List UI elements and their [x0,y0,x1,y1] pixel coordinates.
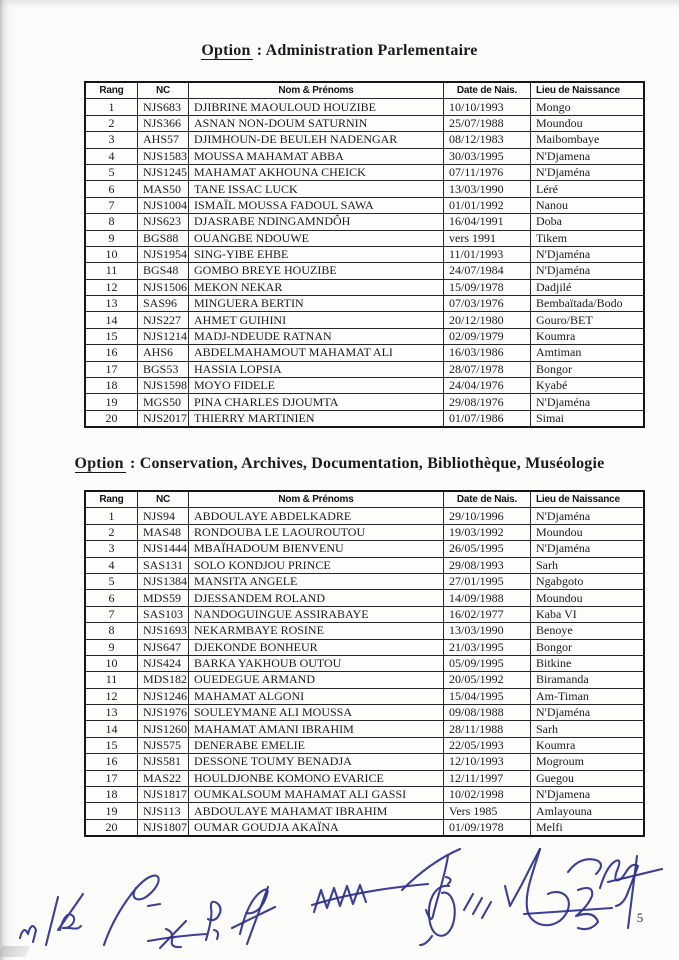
table-cell: OUEDEGUE ARMAND [189,672,444,688]
table-row [85,541,644,557]
table-cell: MDS182 [138,672,189,688]
signature-stroke [58,894,83,930]
table-cell: 2 [85,524,138,540]
table-row [85,573,644,589]
table-cell: Bongor [531,361,645,377]
table-cell: MDS59 [138,590,189,606]
table-cell: 20 [85,410,138,427]
table-cell: Moundou [531,524,645,540]
signature-stroke [20,926,36,942]
table-cell: NJS575 [138,737,189,753]
table-cell: NJS1807 [138,819,189,836]
table-cell: 1 [85,99,138,115]
table-cell: Sarh [531,557,645,573]
table-cell: 14/09/1988 [444,590,531,606]
table-cell: DJESSANDEM ROLAND [189,590,444,606]
table-cell: 6 [85,590,138,606]
table-cell: Amtiman [531,345,645,361]
option-title-text: : Administration Parlementaire [252,42,478,59]
column-header: Date de Nais. [444,491,531,508]
table-cell: 20/12/1980 [444,312,531,328]
table-cell: NJS581 [138,754,189,770]
table-row [85,672,644,688]
table-row [85,361,644,377]
table-cell: Melfi [531,819,645,836]
signature-stroke [148,934,206,941]
table-cell: 01/09/1978 [444,819,531,836]
table-row [85,148,644,164]
table-cell: NJS366 [138,115,189,131]
table-cell: 17 [85,770,138,786]
table-cell: 11 [85,263,138,279]
table-row [85,197,644,213]
table-cell: DJIBRINE MAOULOUD HOUZIBE [189,99,444,115]
table-cell: vers 1991 [444,230,531,246]
table-cell: Dadjilé [531,279,645,295]
table-cell: Biramanda [531,672,645,688]
table-cell: NJS1384 [138,573,189,589]
table-cell: ASNAN NON-DOUM SATURNIN [189,115,444,131]
table-cell: 3 [85,132,138,148]
table-cell: 15/09/1978 [444,279,531,295]
section-title-conservation [0,455,679,473]
table-cell: MOYO FIDELE [189,378,444,394]
table-row [85,410,644,427]
table-cell: PINA CHARLES DJOUMTA [189,394,444,410]
signature-stroke [314,885,366,912]
table-cell: BARKA YAKHOUB OUTOU [189,655,444,671]
table-cell: 16 [85,345,138,361]
table-cell: 22/05/1993 [444,737,531,753]
table-cell: DESSONE TOUMY BENADJA [189,754,444,770]
table-row [85,557,644,573]
table-cell: 4 [85,148,138,164]
table-row [85,705,644,721]
table-cell: BGS88 [138,230,189,246]
table-cell: NJS1693 [138,623,189,639]
table-cell: Maibombaye [531,132,645,148]
table-row [85,230,644,246]
table-cell: 25/07/1988 [444,115,531,131]
signature-stroke [464,894,491,918]
table-cell: 09/08/1988 [444,705,531,721]
table-cell: ABDOULAYE ABDELKADRE [189,508,444,524]
table-cell: MAS50 [138,181,189,197]
table-row [85,394,644,410]
table-cell: Vers 1985 [444,803,531,819]
table-cell: SAS131 [138,557,189,573]
table-cell: 20 [85,819,138,836]
table-cell: Sarh [531,721,645,737]
table-cell: MAHAMAT AMANI IBRAHIM [189,721,444,737]
table-row [85,787,644,803]
table-cell: THIERRY MARTINIEN [189,410,444,427]
table-cell: HASSIA LOPSIA [189,361,444,377]
table-cell: N'Djaména [531,508,645,524]
table-cell: Léré [531,181,645,197]
table-cell: MAS22 [138,770,189,786]
table-cell: DJEKONDE BONHEUR [189,639,444,655]
table-cell: Moundou [531,590,645,606]
table-cell: NJS2017 [138,410,189,427]
table-cell: 5 [85,164,138,180]
table-cell: NJS227 [138,312,189,328]
table-cell: 10/02/1998 [444,787,531,803]
table-header-row [85,82,644,99]
table-cell: 13 [85,296,138,312]
table-cell: Benoye [531,623,645,639]
table-row [85,378,644,394]
table-cell: NJS683 [138,99,189,115]
table-cell: NEKARMBAYE ROSINE [189,623,444,639]
table-row [85,99,644,115]
table-cell: RONDOUBA LE LAOUROUTOU [189,524,444,540]
table-cell: 12/10/1993 [444,754,531,770]
table-cell: 29/08/1976 [444,394,531,410]
table-cell: MEKON NEKAR [189,279,444,295]
table-cell: NJS1245 [138,164,189,180]
table-cell: 6 [85,181,138,197]
option-label: Option [201,42,251,59]
table-cell: 12 [85,688,138,704]
table-row [85,737,644,753]
table-cell: 9 [85,639,138,655]
table-cell: 29/08/1993 [444,557,531,573]
section-title-administration [0,42,679,60]
table-cell: NJS1260 [138,721,189,737]
table-cell: 16 [85,754,138,770]
table-cell: NJS424 [138,655,189,671]
table-cell: SAS103 [138,606,189,622]
table-cell: 13/03/1990 [444,623,531,639]
column-header: Nom & Prénoms [189,491,444,508]
table-cell: MAHAMAT AKHOUNA CHEICK [189,164,444,180]
table-row [85,214,644,230]
table-cell: Guegou [531,770,645,786]
column-header: NC [138,82,189,99]
table-cell: 18 [85,378,138,394]
table-cell: NJS647 [138,639,189,655]
table-row [85,655,644,671]
table-row [85,639,644,655]
table-cell: Nanou [531,197,645,213]
table-cell: NJS1583 [138,148,189,164]
table-cell: MAS48 [138,524,189,540]
table-cell: Koumra [531,328,645,344]
table-row [85,115,644,131]
table-cell: MINGUERA BERTIN [189,296,444,312]
table-cell: Bongor [531,639,645,655]
table-cell: 08/12/1983 [444,132,531,148]
table-cell: SAS96 [138,296,189,312]
table-cell: 3 [85,541,138,557]
table-cell: SING-YIBE EHBE [189,246,444,262]
table-cell: HOULDJONBE KOMONO EVARICE [189,770,444,786]
table-cell: 14 [85,721,138,737]
table-cell: 28/11/1988 [444,721,531,737]
table-cell: AHS57 [138,132,189,148]
table-cell: ABDELMAHAMOUT MAHAMAT ALI [189,345,444,361]
table-cell: N'Djaména [531,164,645,180]
column-header: Rang [85,491,138,508]
signature-stroke [46,897,58,945]
table-cell: N'Djaména [531,246,645,262]
table-cell: 20/05/1992 [444,672,531,688]
table-cell: 05/09/1995 [444,655,531,671]
table-cell: NJS1444 [138,541,189,557]
table-row [85,312,644,328]
column-header: Nom & Prénoms [189,82,444,99]
table-cell: NJS1246 [138,688,189,704]
table-cell: MGS50 [138,394,189,410]
table-cell: 01/07/1986 [444,410,531,427]
signature-stroke [104,876,159,945]
table-cell: 12 [85,279,138,295]
table-cell: N'Djaména [531,394,645,410]
table-cell: Doba [531,214,645,230]
administration-parlementaire-table [84,81,645,428]
table-cell: Amlayouna [531,803,645,819]
table-row [85,524,644,540]
table-cell: MAHAMAT ALGONI [189,688,444,704]
table-row [85,688,644,704]
table-cell: 7 [85,197,138,213]
table-cell: 18 [85,787,138,803]
signature-stroke [160,921,186,948]
table-cell: BGS48 [138,263,189,279]
table-cell: GOMBO BREYE HOUZIBE [189,263,444,279]
table-row [85,246,644,262]
table-cell: NJS94 [138,508,189,524]
table-cell: NJS1817 [138,787,189,803]
table-cell: DJIMHOUN-DE BEULEH NADENGAR [189,132,444,148]
table-cell: N'Djaména [531,541,645,557]
table-header-row [85,491,644,508]
table-cell: Gouro/BET [531,312,645,328]
table-cell: 1 [85,508,138,524]
table-row [85,770,644,786]
signature-stroke [148,904,160,906]
table-cell: Kyabé [531,378,645,394]
table-cell: ISMAÏL MOUSSA FADOUL SAWA [189,197,444,213]
column-header: Lieu de Naissance [531,82,645,99]
column-header: Date de Nais. [444,82,531,99]
signature-stroke [402,849,460,890]
table-cell: 19 [85,394,138,410]
table-cell: Koumra [531,737,645,753]
table-cell: 02/09/1979 [444,328,531,344]
option-title-text: : Conservation, Archives, Documentation, Bibliothèque, Muséologie [125,455,605,472]
table-cell: MADJ-NDEUDE RATNAN [189,328,444,344]
table-cell: NJS1214 [138,328,189,344]
conservation-archives-table [84,490,645,837]
table-cell: Bitkine [531,655,645,671]
table-cell: 15 [85,737,138,753]
table-cell: N'Djamena [531,787,645,803]
table-row [85,164,644,180]
table-cell: N'Djamena [531,148,645,164]
table-row [85,721,644,737]
table-cell: 4 [85,557,138,573]
table-cell: NJS1954 [138,246,189,262]
table-cell: 10 [85,246,138,262]
table-cell: 5 [85,573,138,589]
table-row [85,590,644,606]
table-cell: 16/02/1977 [444,606,531,622]
table-cell: 19 [85,803,138,819]
column-header: Rang [85,82,138,99]
table-cell: 29/10/1996 [444,508,531,524]
scan-corner-artifact [0,946,30,957]
signatures-ink [0,845,679,960]
table-cell: NJS623 [138,214,189,230]
table-cell: 7 [85,606,138,622]
table-row [85,803,644,819]
table-cell: DENERABE EMELIE [189,737,444,753]
table-row [85,623,644,639]
table-cell: NJS1506 [138,279,189,295]
table-cell: 17 [85,361,138,377]
table-cell: AHMET GUIHINI [189,312,444,328]
column-header: NC [138,491,189,508]
table-cell: 11/01/1993 [444,246,531,262]
table-cell: 10 [85,655,138,671]
signature-stroke [429,886,455,936]
table-cell: NJS1598 [138,378,189,394]
table-cell: SOULEYMANE ALI MOUSSA [189,705,444,721]
table-cell: Kaba VI [531,606,645,622]
table-cell: 24/07/1984 [444,263,531,279]
table-cell: Mogroum [531,754,645,770]
table-cell: 07/11/1976 [444,164,531,180]
table-cell: 13 [85,705,138,721]
table-cell: OUANGBE NDOUWE [189,230,444,246]
page-number: 5 [636,910,644,925]
table-cell: 28/07/1978 [444,361,531,377]
table-cell: 12/11/1997 [444,770,531,786]
table-cell: N'Djaména [531,705,645,721]
table-cell: OUMKALSOUM MAHAMAT ALI GASSI [189,787,444,803]
table-cell: 07/03/1976 [444,296,531,312]
table-cell: Ngabgoto [531,573,645,589]
table-cell: 15/04/1995 [444,688,531,704]
table-cell: SOLO KONDJOU PRINCE [189,557,444,573]
table-cell: 19/03/1992 [444,524,531,540]
table-cell: 26/05/1995 [444,541,531,557]
table-row [85,754,644,770]
signature-stroke [505,849,540,906]
table-cell: AHS6 [138,345,189,361]
table-cell: N'Djaména [531,263,645,279]
signature-stroke [232,887,275,944]
table-row [85,328,644,344]
table-cell: 9 [85,230,138,246]
table-cell: 14 [85,312,138,328]
table-cell: 10/10/1993 [444,99,531,115]
table-cell: MOUSSA MAHAMAT ABBA [189,148,444,164]
table-cell: 8 [85,214,138,230]
table-cell: NJS113 [138,803,189,819]
table-cell: 16/03/1986 [444,345,531,361]
table-cell: BGS53 [138,361,189,377]
table-cell: 27/01/1995 [444,573,531,589]
table-row [85,181,644,197]
table-cell: 30/03/1995 [444,148,531,164]
table-row [85,345,644,361]
table-cell: 2 [85,115,138,131]
column-header: Lieu de Naissance [531,491,645,508]
table-cell: OUMAR GOUDJA AKAÏNA [189,819,444,836]
table-row [85,508,644,524]
table-cell: 21/03/1995 [444,639,531,655]
table-cell: TANE ISSAC LUCK [189,181,444,197]
table-cell: Tikem [531,230,645,246]
table-row [85,263,644,279]
table-cell: 15 [85,328,138,344]
table-cell: Moundou [531,115,645,131]
table-cell: MANSITA ANGELE [189,573,444,589]
table-cell: Bembaïtada/Bodo [531,296,645,312]
table-cell: Am-Timan [531,688,645,704]
table-cell: DJASRABE NDINGAMNDÔH [189,214,444,230]
table-row [85,296,644,312]
option-label: Option [74,455,124,472]
table-cell: 24/04/1976 [444,378,531,394]
table-cell: 11 [85,672,138,688]
table-cell: 8 [85,623,138,639]
signature-stroke [206,902,221,940]
signature-stroke [568,859,601,874]
table-cell: NJS1976 [138,705,189,721]
table-cell: MBAÏHADOUM BIENVENU [189,541,444,557]
table-row [85,279,644,295]
table-cell: NJS1004 [138,197,189,213]
table-cell: ABDOULAYE MAHAMAT IBRAHIM [189,803,444,819]
table-cell: 13/03/1990 [444,181,531,197]
table-cell: 16/04/1991 [444,214,531,230]
table-cell: Mongo [531,99,645,115]
table-row [85,606,644,622]
table-cell: Simai [531,410,645,427]
table-row [85,819,644,836]
table-cell: NANDOGUINGUE ASSIRABAYE [189,606,444,622]
table-row [85,132,644,148]
table-cell: 01/01/1992 [444,197,531,213]
